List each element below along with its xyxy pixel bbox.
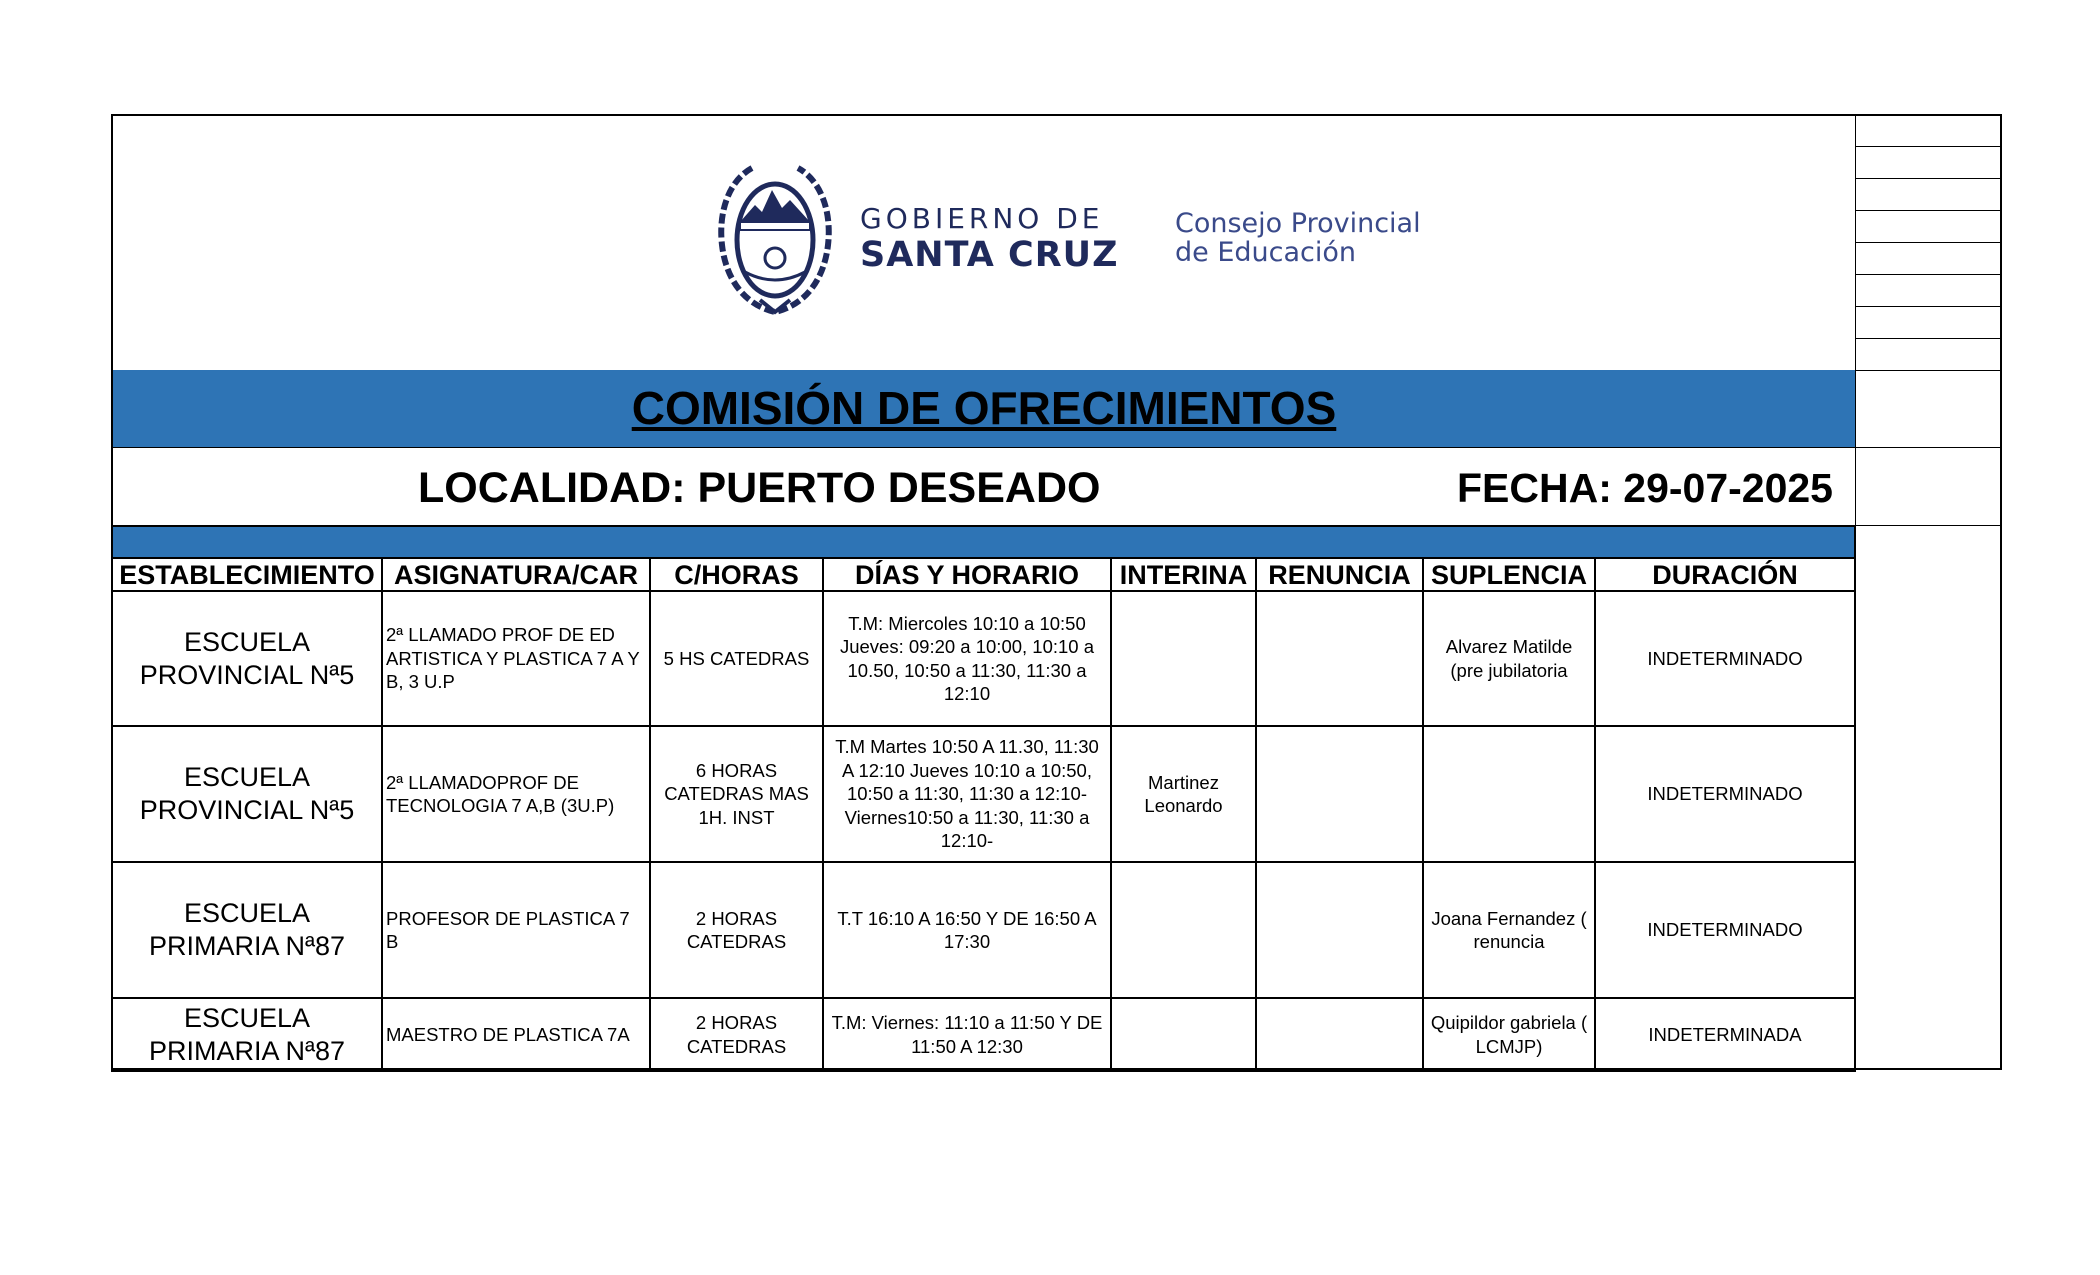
cell-suplencia: Quipildor gabriela ( LCMJP) xyxy=(1423,998,1595,1071)
org-line2: de Educación xyxy=(1175,237,1357,268)
cell-renuncia xyxy=(1256,998,1423,1071)
cell-establecimiento: ESCUELA PRIMARIA Nª87 xyxy=(112,998,382,1071)
table-row xyxy=(112,726,1855,862)
col-header: ESTABLECIMIENTO xyxy=(112,558,382,591)
cell-asignatura: PROFESOR DE PLASTICA 7 B xyxy=(382,862,650,998)
page-title: COMISIÓN DE OFRECIMIENTOS xyxy=(631,382,1337,434)
side-grid-line xyxy=(1855,178,2002,179)
cell-horas: 6 HORAS CATEDRAS MAS 1H. INST xyxy=(650,726,823,862)
ofrecimientos-table xyxy=(111,525,1856,1072)
cell-asignatura: MAESTRO DE PLASTICA 7A xyxy=(382,998,650,1071)
cell-horas: 2 HORAS CATEDRAS xyxy=(650,998,823,1071)
gobierno-santa-cruz-logo xyxy=(700,160,1440,320)
logo-line2: SANTA CRUZ xyxy=(860,235,1119,275)
cell-horario: T.T 16:10 A 16:50 Y DE 16:50 A 17:30 xyxy=(823,862,1111,998)
org-line1: Consejo Provincial xyxy=(1175,208,1421,239)
cell-establecimiento: ESCUELA PROVINCIAL Nª5 xyxy=(112,726,382,862)
cell-interina: Martinez Leonardo xyxy=(1111,726,1256,862)
cell-establecimiento: ESCUELA PROVINCIAL Nª5 xyxy=(112,591,382,726)
side-grid-line xyxy=(1855,210,2002,211)
cell-interina xyxy=(1111,998,1256,1071)
cell-suplencia: Joana Fernandez ( renuncia xyxy=(1423,862,1595,998)
cell-horario: T.M Martes 10:50 A 11.30, 11:30 A 12:10 Jueves 10:10 a 10:50, 10:50 a 11:30, 11:30 a 12:10- Viernes10:50 a 11:30, 11:30 a 12:10- xyxy=(823,726,1111,862)
table-row xyxy=(112,591,1855,726)
cell-horario: T.M: Miercoles 10:10 a 10:50 Jueves: 09:20 a 10:00, 10:10 a 10.50, 10:50 a 11:30, 11:30 a 12:10 xyxy=(823,591,1111,726)
col-header: INTERINA xyxy=(1111,558,1256,591)
cell-duracion: INDETERMINADO xyxy=(1595,862,1855,998)
side-grid-line xyxy=(1855,274,2002,275)
cell-duracion: INDETERMINADO xyxy=(1595,726,1855,862)
col-header: DÍAS Y HORARIO xyxy=(823,558,1111,591)
cell-renuncia xyxy=(1256,862,1423,998)
logo-line1: GOBIERNO DE xyxy=(860,202,1104,235)
cell-suplencia xyxy=(1423,726,1595,862)
cell-establecimiento: ESCUELA PRIMARIA Nª87 xyxy=(112,862,382,998)
table-header-row xyxy=(112,558,1855,591)
col-header: ASIGNATURA/CAR xyxy=(382,558,650,591)
table-row xyxy=(112,862,1855,998)
cell-horas: 5 HS CATEDRAS xyxy=(650,591,823,726)
cell-suplencia: Alvarez Matilde (pre jubilatoria xyxy=(1423,591,1595,726)
side-grid-line xyxy=(1855,242,2002,243)
fecha: FECHA: 29-07-2025 xyxy=(1457,465,1833,511)
divider xyxy=(113,447,2002,448)
col-header: SUPLENCIA xyxy=(1423,558,1595,591)
side-grid xyxy=(1855,114,2002,1070)
cell-renuncia xyxy=(1256,591,1423,726)
table-row xyxy=(112,998,1855,1071)
cell-interina xyxy=(1111,862,1256,998)
cell-duracion: INDETERMINADA xyxy=(1595,998,1855,1071)
col-header: C/HORAS xyxy=(650,558,823,591)
cell-interina xyxy=(1111,591,1256,726)
localidad: LOCALIDAD: PUERTO DESEADO xyxy=(418,464,1101,512)
side-grid-line xyxy=(1855,306,2002,307)
col-header: RENUNCIA xyxy=(1256,558,1423,591)
cell-renuncia xyxy=(1256,726,1423,862)
cell-horario: T.M: Viernes: 11:10 a 11:50 Y DE 11:50 A 12:30 xyxy=(823,998,1111,1071)
cell-horas: 2 HORAS CATEDRAS xyxy=(650,862,823,998)
col-header: DURACIÓN xyxy=(1595,558,1855,591)
table-header-bar xyxy=(112,526,1855,558)
cell-asignatura: 2ª LLAMADO PROF DE ED ARTISTICA Y PLASTICA 7 A Y B, 3 U.P xyxy=(382,591,650,726)
cell-asignatura: 2ª LLAMADOPROF DE TECNOLOGIA 7 A,B (3U.P) xyxy=(382,726,650,862)
side-grid-line xyxy=(1855,338,2002,339)
side-grid-line xyxy=(1855,370,2002,371)
cell-duracion: INDETERMINADO xyxy=(1595,591,1855,726)
side-grid-line xyxy=(1855,146,2002,147)
provincial-shield-icon xyxy=(721,168,829,312)
